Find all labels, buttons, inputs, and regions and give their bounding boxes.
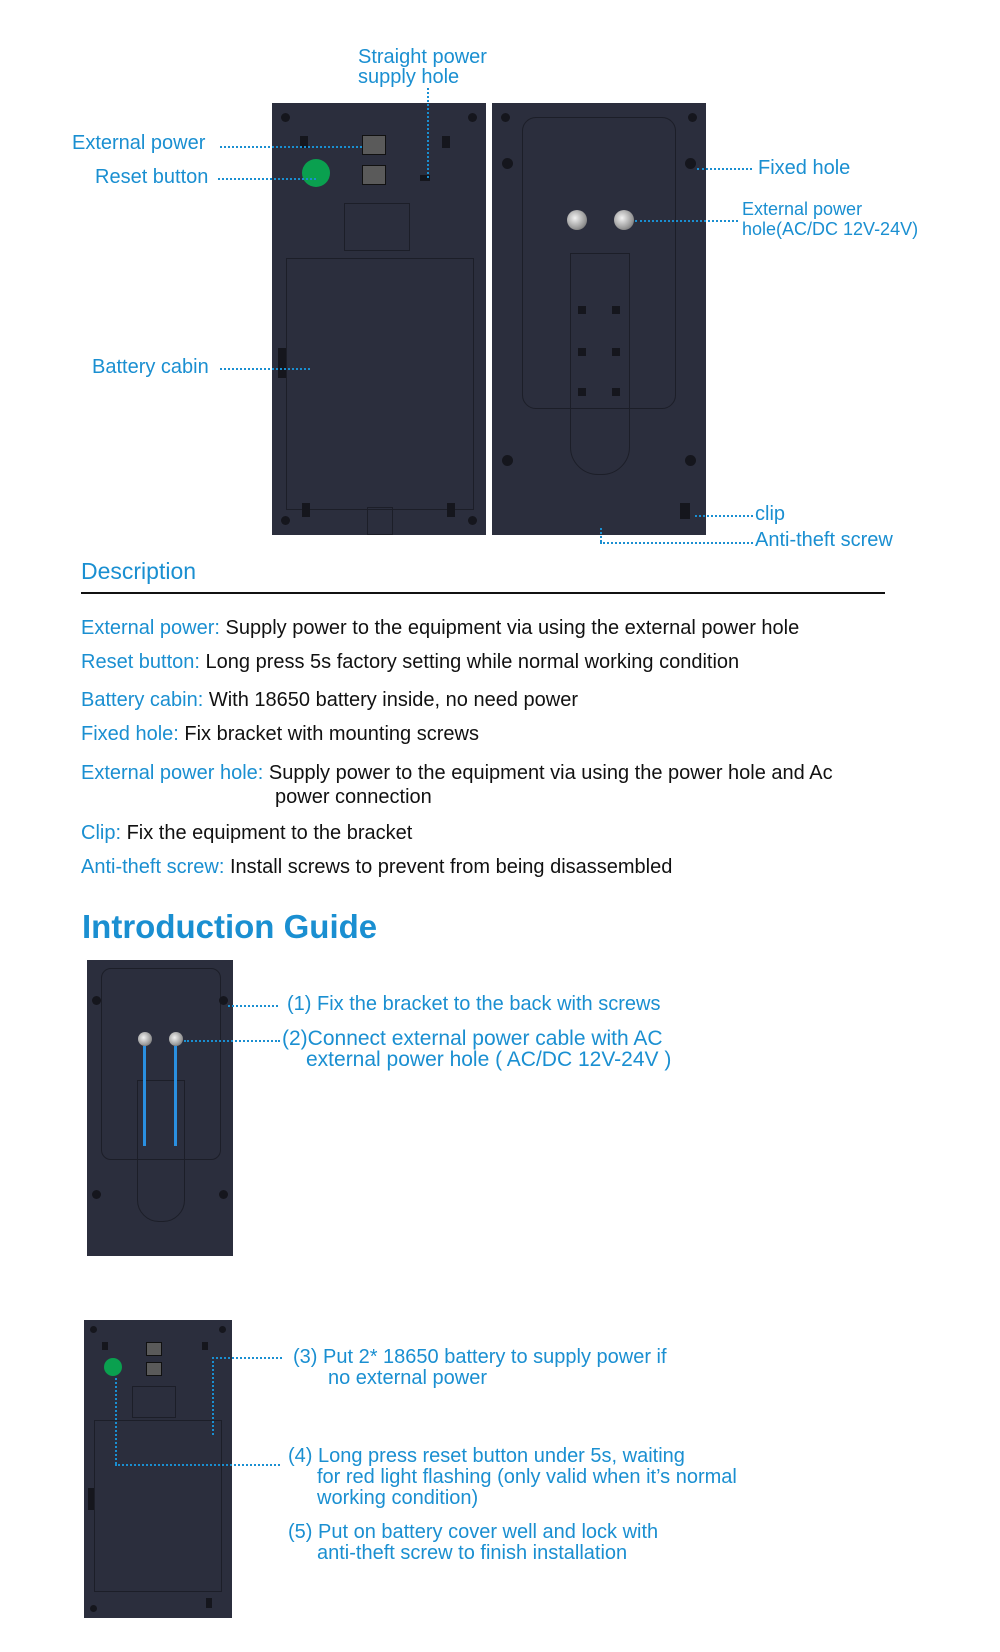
fixed-hole (92, 1190, 101, 1199)
guide-step-3 (293, 1347, 667, 1389)
slot (102, 1342, 108, 1350)
dip-switch (146, 1362, 162, 1376)
slot (612, 348, 620, 356)
desc-text: Fix the equipment to the bracket (121, 822, 413, 844)
fixed-hole (502, 455, 513, 466)
desc-item-external-power (81, 616, 799, 640)
label-external-power: External power (72, 132, 206, 154)
slot (202, 1342, 208, 1350)
guide-device-image (84, 1320, 232, 1618)
label-straight-power (358, 47, 487, 87)
screw (567, 210, 587, 230)
battery-cabin (286, 258, 474, 510)
battery-cover-latch (132, 1386, 176, 1418)
description-divider (81, 592, 885, 594)
guide-title: Introduction Guide (82, 908, 378, 945)
dip-switch (362, 135, 386, 155)
hole (468, 516, 477, 525)
desc-key: Reset button: (81, 651, 200, 673)
leader-line (212, 1357, 214, 1435)
battery-cover-latch (344, 203, 410, 251)
desc-key: Fixed hole: (81, 723, 179, 745)
fixed-hole (685, 158, 696, 169)
guide-line: working condition) (317, 1487, 479, 1509)
desc-key: Anti-theft screw: (81, 856, 225, 878)
leader-line (635, 220, 738, 222)
label-line: External power (742, 199, 863, 219)
guide-step-4 (288, 1446, 737, 1509)
desc-text: Install screws to prevent from being disassembled (224, 856, 673, 878)
guide-line: (2)Connect external power cable with AC (282, 1027, 663, 1050)
screw (138, 1032, 152, 1046)
desc-item-clip (81, 821, 412, 845)
desc-item-external-power-hole-cont: power connection (275, 786, 432, 808)
side-clip (88, 1488, 94, 1510)
guide-line: (3) Put 2* 18650 battery to supply power if (293, 1346, 667, 1368)
leader-line (220, 146, 362, 148)
leader-line (695, 515, 753, 517)
label-fixed-hole: Fixed hole (758, 157, 851, 179)
reset-button-indicator (104, 1358, 122, 1376)
guide-bracket-image (87, 960, 233, 1256)
desc-text: With 18650 battery inside, no need power (203, 689, 578, 711)
desc-item-anti-theft-screw (81, 855, 672, 879)
clip (680, 503, 690, 519)
label-line: hole(AC/DC 12V-24V) (742, 219, 919, 239)
guide-line: (4) Long press reset button under 5s, waiting (288, 1445, 685, 1467)
desc-key: Battery cabin: (81, 689, 204, 711)
leader-line (218, 178, 316, 180)
power-cable (143, 1046, 146, 1146)
slot (578, 348, 586, 356)
dip-switch (146, 1342, 162, 1356)
desc-key: External power hole: (81, 762, 264, 784)
leader-line (600, 542, 753, 544)
label-line: supply hole (358, 66, 460, 88)
desc-text: Long press 5s factory setting while normal working condition (199, 651, 740, 673)
guide-line: external power hole ( AC/DC 12V-24V ) (306, 1048, 672, 1071)
hole (90, 1326, 97, 1333)
bracket-panel (492, 103, 706, 535)
hole (468, 113, 477, 122)
fixed-hole (92, 996, 101, 1005)
hole (281, 516, 290, 525)
desc-text: Supply power to the equipment via using the power hole and Ac (263, 762, 833, 784)
guide-line: (5) Put on battery cover well and lock with (288, 1521, 659, 1543)
label-anti-theft-screw: Anti-theft screw (755, 529, 893, 551)
fixed-hole (219, 1190, 228, 1199)
hole (688, 113, 697, 122)
bottom-latch (367, 507, 393, 535)
leader-line (697, 168, 752, 170)
desc-text: Supply power to the equipment via using the external power hole (219, 617, 800, 639)
slot (578, 388, 586, 396)
desc-item-external-power-hole (81, 761, 833, 785)
leader-line (220, 368, 310, 370)
desc-item-reset-button (81, 650, 739, 674)
leader-line (115, 1464, 280, 1466)
slot (612, 388, 620, 396)
fixed-hole (219, 996, 228, 1005)
reset-button-indicator (302, 159, 330, 187)
screw (169, 1032, 183, 1046)
guide-step-2 (282, 1028, 671, 1070)
hole (501, 113, 510, 122)
slot (206, 1598, 212, 1608)
leader-line (184, 1040, 280, 1042)
fixed-hole (685, 455, 696, 466)
label-battery-cabin: Battery cabin (92, 356, 209, 378)
bracket-tail (570, 253, 630, 475)
slot (302, 503, 310, 517)
desc-key: Clip: (81, 822, 122, 844)
screw (614, 210, 634, 230)
guide-step-1: (1) Fix the bracket to the back with screws (287, 993, 661, 1015)
hole (90, 1605, 97, 1612)
power-cable (174, 1046, 177, 1146)
desc-text: Fix bracket with mounting screws (178, 723, 479, 745)
leader-line (427, 88, 429, 178)
guide-step-5 (288, 1522, 658, 1564)
guide-line: for red light flashing (only valid when it’s normal (317, 1466, 737, 1488)
desc-item-fixed-hole (81, 722, 479, 746)
leader-line (115, 1378, 117, 1464)
dip-switch (362, 165, 386, 185)
leader-line (228, 1005, 278, 1007)
fixed-hole (502, 158, 513, 169)
hole (219, 1326, 226, 1333)
leader-line (212, 1357, 282, 1359)
label-clip: clip (755, 503, 786, 525)
slot (447, 503, 455, 517)
slot (442, 136, 450, 148)
desc-key: External power: (81, 617, 220, 639)
side-clip (278, 348, 286, 378)
slot (578, 306, 586, 314)
device-front-panel (272, 103, 486, 535)
label-reset-button: Reset button (95, 166, 209, 188)
guide-line: anti-theft screw to finish installation (317, 1542, 628, 1564)
label-line: Straight power (358, 46, 487, 68)
leader-line (600, 528, 602, 542)
label-external-power-hole (742, 199, 918, 239)
description-title: Description (81, 558, 197, 584)
slot (612, 306, 620, 314)
guide-line: no external power (328, 1367, 487, 1389)
hole (281, 113, 290, 122)
desc-item-battery-cabin (81, 688, 578, 712)
battery-cabin (94, 1420, 222, 1592)
